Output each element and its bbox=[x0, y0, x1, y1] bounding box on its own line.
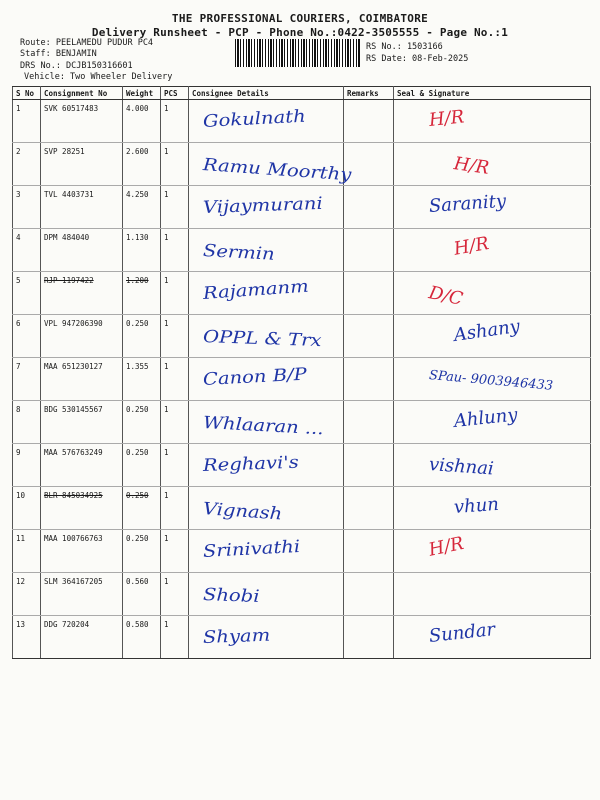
col-header-consignment: Consignment No bbox=[41, 87, 123, 100]
weight-cell: 0.250 bbox=[123, 315, 161, 358]
pcs-cell: 1 bbox=[161, 100, 189, 143]
consignee-cell bbox=[189, 487, 344, 530]
company-title: THE PROFESSIONAL COURIERS, COIMBATORE bbox=[171, 12, 429, 25]
consignee-handwriting: Vignash bbox=[202, 499, 283, 525]
vehicle-label: Vehicle: Two Wheeler Delivery bbox=[24, 72, 173, 82]
weight-cell: 0.250 bbox=[123, 530, 161, 573]
consignee-handwriting: Srinivathi bbox=[202, 536, 301, 562]
remarks-cell bbox=[344, 143, 394, 186]
pcs-cell: 1 bbox=[161, 315, 189, 358]
consignee-cell bbox=[189, 143, 352, 186]
sno-cell: 7 bbox=[13, 358, 41, 401]
sno-cell: 1 bbox=[13, 100, 41, 143]
pcs-cell: 1 bbox=[161, 573, 189, 616]
table-row bbox=[13, 272, 591, 315]
pcs-cell: 1 bbox=[161, 229, 189, 272]
remarks-cell bbox=[344, 616, 394, 659]
consignment-cell: MAA 100766763 bbox=[41, 530, 123, 573]
pcs-cell: 1 bbox=[161, 272, 189, 315]
consignment-cell: MAA 651230127 bbox=[41, 358, 123, 401]
sno-cell: 8 bbox=[13, 401, 41, 444]
col-header-sno: S No bbox=[13, 87, 41, 100]
pcs-cell: 1 bbox=[161, 444, 189, 487]
weight-cell: 1.200 bbox=[123, 272, 161, 315]
signature-handwriting: H/R bbox=[452, 153, 491, 179]
sno-cell: 6 bbox=[13, 315, 41, 358]
signature-handwriting: D/C bbox=[426, 282, 465, 310]
consignee-handwriting: Sermin bbox=[202, 241, 276, 265]
sno-cell: 11 bbox=[13, 530, 41, 573]
remarks-cell bbox=[344, 315, 394, 358]
signature-handwriting: Sundar bbox=[427, 619, 497, 647]
col-header-seal: Seal & Signature bbox=[394, 87, 591, 100]
weight-cell: 1.355 bbox=[123, 358, 161, 401]
consignment-cell: BLR 845034925 bbox=[41, 487, 123, 530]
table-row bbox=[13, 487, 591, 530]
consignee-handwriting: OPPL & Trx bbox=[202, 327, 322, 352]
signature-handwriting: vishnai bbox=[428, 454, 495, 480]
table-row bbox=[13, 358, 591, 401]
weight-cell: 0.560 bbox=[123, 573, 161, 616]
consignment-cell: SLM 364167205 bbox=[41, 573, 123, 616]
delivery-table bbox=[12, 86, 591, 659]
barcode-image bbox=[235, 39, 360, 67]
signature-handwriting: H/R bbox=[427, 106, 466, 131]
table-row bbox=[13, 315, 591, 358]
sno-cell: 2 bbox=[13, 143, 41, 186]
sno-cell: 10 bbox=[13, 487, 41, 530]
consignee-cell bbox=[189, 530, 344, 573]
seal-signature-cell bbox=[394, 573, 591, 616]
pcs-cell: 1 bbox=[161, 143, 189, 186]
remarks-cell bbox=[344, 229, 394, 272]
consignment-cell: MAA 576763249 bbox=[41, 444, 123, 487]
sno-cell: 9 bbox=[13, 444, 41, 487]
table-row bbox=[13, 186, 591, 229]
remarks-cell bbox=[344, 487, 394, 530]
seal-signature-cell bbox=[394, 358, 591, 401]
consignee-handwriting: Shyam bbox=[202, 625, 271, 648]
seal-signature-cell bbox=[394, 444, 591, 487]
table-row bbox=[13, 616, 591, 659]
consignment-cell: VPL 947206390 bbox=[41, 315, 123, 358]
seal-signature-cell bbox=[394, 616, 591, 659]
consignee-cell bbox=[189, 186, 344, 229]
consignee-handwriting: Canon B/P bbox=[202, 364, 308, 390]
weight-cell: 2.600 bbox=[123, 143, 161, 186]
weight-cell: 0.250 bbox=[123, 487, 161, 530]
table-header-row bbox=[13, 87, 591, 100]
consignee-handwriting: Ramu Moorthy bbox=[202, 155, 352, 186]
remarks-cell bbox=[344, 358, 394, 401]
table-row bbox=[13, 444, 591, 487]
weight-cell: 0.250 bbox=[123, 444, 161, 487]
consignment-cell: TVL 4403731 bbox=[41, 186, 123, 229]
seal-signature-cell bbox=[394, 143, 591, 186]
consignee-cell bbox=[189, 401, 344, 444]
consignee-handwriting: Rajamanm bbox=[202, 276, 310, 304]
sno-cell: 5 bbox=[13, 272, 41, 315]
seal-signature-cell bbox=[394, 229, 591, 272]
staff-label: Staff: BENJAMIN bbox=[20, 49, 97, 59]
seal-signature-cell bbox=[394, 100, 591, 143]
consignment-cell: RJP 1197422 bbox=[41, 272, 123, 315]
signature-handwriting: SPau- 9003946433 bbox=[428, 368, 554, 394]
consignee-handwriting: Whlaaran ... bbox=[202, 413, 325, 440]
pcs-cell: 1 bbox=[161, 358, 189, 401]
seal-signature-cell bbox=[394, 315, 591, 358]
drs-number: DRS No.: DCJB150316601 bbox=[20, 61, 133, 71]
sno-cell: 4 bbox=[13, 229, 41, 272]
signature-handwriting: H/R bbox=[452, 233, 491, 260]
seal-signature-cell bbox=[394, 401, 591, 444]
pcs-cell: 1 bbox=[161, 186, 189, 229]
weight-cell: 0.250 bbox=[123, 401, 161, 444]
consignment-cell: DPM 484040 bbox=[41, 229, 123, 272]
consignee-cell bbox=[189, 229, 344, 272]
seal-signature-cell bbox=[394, 530, 591, 573]
col-header-pcs: PCS bbox=[161, 87, 189, 100]
remarks-cell bbox=[344, 530, 394, 573]
consignee-cell bbox=[189, 444, 344, 487]
runsheet-title: Delivery Runsheet - PCP - Phone No.:0422-3505555 - Page No.:1 bbox=[91, 26, 509, 39]
remarks-cell bbox=[344, 401, 394, 444]
consignee-cell bbox=[189, 573, 344, 616]
rs-date: RS Date: 08-Feb-2025 bbox=[366, 54, 469, 64]
table-row bbox=[13, 530, 591, 573]
remarks-cell bbox=[344, 100, 394, 143]
weight-cell: 1.130 bbox=[123, 229, 161, 272]
weight-cell: 0.580 bbox=[123, 616, 161, 659]
remarks-cell bbox=[344, 186, 394, 229]
rs-number: RS No.: 1503166 bbox=[366, 42, 443, 52]
weight-cell: 4.000 bbox=[123, 100, 161, 143]
remarks-cell bbox=[344, 272, 394, 315]
consignment-cell: SVK 60517483 bbox=[41, 100, 123, 143]
route-label: Route: PEELAMEDU PUDUR PC4 bbox=[20, 38, 154, 48]
consignment-cell: DDG 720204 bbox=[41, 616, 123, 659]
pcs-cell: 1 bbox=[161, 487, 189, 530]
seal-signature-cell bbox=[394, 186, 591, 229]
consignee-cell bbox=[189, 358, 344, 401]
consignment-cell: SVP 28251 bbox=[41, 143, 123, 186]
table-row bbox=[13, 401, 591, 444]
pcs-cell: 1 bbox=[161, 616, 189, 659]
consignment-cell: BDG 530145567 bbox=[41, 401, 123, 444]
pcs-cell: 1 bbox=[161, 530, 189, 573]
table-row bbox=[13, 100, 591, 143]
pcs-cell: 1 bbox=[161, 401, 189, 444]
sno-cell: 13 bbox=[13, 616, 41, 659]
consignee-handwriting: Shobi bbox=[202, 585, 260, 607]
remarks-cell bbox=[344, 444, 394, 487]
sno-cell: 12 bbox=[13, 573, 41, 616]
sno-cell: 3 bbox=[13, 186, 41, 229]
table-row bbox=[13, 229, 591, 272]
seal-signature-cell bbox=[394, 272, 591, 315]
consignee-handwriting: Vijaymurani bbox=[202, 193, 324, 218]
signature-handwriting: Ahluny bbox=[452, 404, 519, 432]
signature-handwriting: vhun bbox=[453, 493, 500, 518]
col-header-weight: Weight bbox=[123, 87, 161, 100]
consignee-cell bbox=[189, 100, 344, 143]
signature-handwriting: Saranity bbox=[428, 190, 507, 217]
col-header-consignee: Consignee Details bbox=[189, 87, 344, 100]
signature-handwriting: H/R bbox=[426, 532, 466, 561]
weight-cell: 4.250 bbox=[123, 186, 161, 229]
consignee-cell bbox=[189, 272, 344, 315]
remarks-cell bbox=[344, 573, 394, 616]
consignee-handwriting: Reghavi's bbox=[202, 452, 300, 476]
table-row bbox=[13, 143, 591, 186]
signature-handwriting: Ashany bbox=[452, 315, 522, 346]
consignee-cell bbox=[189, 616, 344, 659]
consignee-handwriting: Gokulnath bbox=[202, 106, 307, 132]
col-header-remarks: Remarks bbox=[344, 87, 394, 100]
seal-signature-cell bbox=[394, 487, 591, 530]
consignee-cell bbox=[189, 315, 344, 358]
table-row bbox=[13, 573, 591, 616]
